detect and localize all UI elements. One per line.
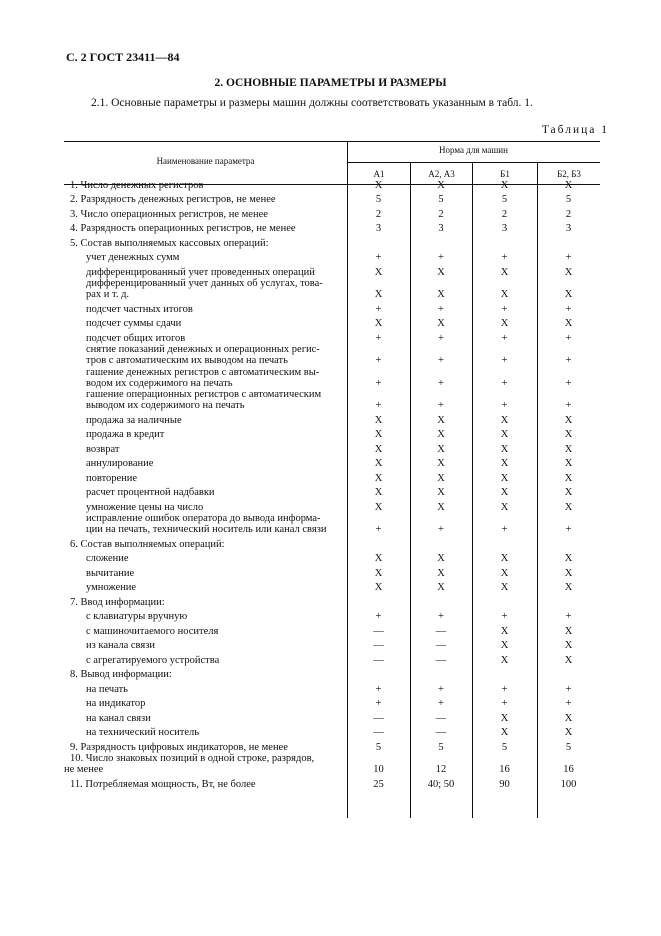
norm-value: +: [501, 400, 508, 411]
norm-value: 5: [565, 194, 572, 205]
table-row: [64, 234, 600, 249]
table-row: [64, 637, 600, 652]
norm-value: +: [565, 683, 572, 695]
norm-value: Х: [564, 289, 573, 300]
norm-value: Х: [564, 625, 573, 637]
norm-value: Х: [564, 501, 573, 513]
table-row: [64, 513, 600, 536]
norm-value: —: [435, 625, 447, 637]
norm-value: Х: [437, 458, 445, 469]
norm-value: +: [565, 303, 572, 315]
parameter-name-line: 11. Потребляемая мощность, Вт, не более: [70, 778, 256, 790]
norm-value: [347, 593, 410, 608]
norm-value: Х: [374, 289, 383, 300]
table-top-rule: [64, 141, 600, 142]
parameter-name-line: снятие показаний денежных и операционных регис-: [86, 344, 320, 355]
norm-value: +: [501, 252, 508, 263]
norm-value: [410, 535, 472, 550]
parameter-name-line: с агрегатируемого устройства: [86, 654, 220, 666]
norm-value: Х: [374, 567, 383, 579]
table-row: [64, 389, 600, 412]
parameter-name-continuation: рах и т. д.: [86, 289, 130, 300]
norm-value: +: [375, 332, 382, 344]
norm-value: +: [565, 524, 572, 535]
norm-column-header: Норма для машин: [439, 145, 508, 155]
norm-value: +: [375, 524, 382, 535]
table-row: [64, 249, 600, 264]
norm-value: Х: [374, 458, 383, 469]
norm-value: —: [373, 625, 384, 637]
column-header-a2-a3: А2, А3: [428, 169, 455, 179]
table-row: [64, 775, 600, 790]
norm-value: Х: [437, 429, 445, 440]
parameter-name: [64, 535, 347, 550]
table-caption: Таблица 1: [541, 124, 609, 136]
table-row: [64, 263, 600, 278]
parameter-name-line: на печать: [86, 683, 128, 695]
table-row: [64, 484, 600, 499]
norm-value: +: [565, 400, 572, 411]
norm-value: Х: [437, 472, 445, 484]
norm-value: Х: [500, 289, 509, 300]
norm-value: Х: [374, 472, 383, 484]
parameters-table: [64, 176, 600, 790]
norm-value: Х: [564, 318, 573, 329]
norm-value: [347, 535, 410, 550]
norm-value: Х: [374, 429, 383, 440]
norm-value: +: [375, 252, 382, 263]
norm-value: Х: [374, 266, 383, 278]
norm-value: 3: [565, 223, 572, 234]
parameter-name: [64, 579, 347, 594]
parameter-name: [64, 564, 347, 579]
norm-value: Х: [564, 582, 573, 593]
parameter-name-line: дифференцированный учет данных об услугах, това-: [86, 278, 323, 289]
table-row: [64, 315, 600, 330]
parameter-name: [64, 315, 347, 330]
norm-value: 16: [499, 764, 510, 775]
norm-value: 2: [501, 208, 508, 220]
parameter-name: [64, 366, 347, 389]
table-row: [64, 366, 600, 389]
parameter-name-line: 6. Состав выполняемых операций:: [70, 538, 225, 550]
norm-value: +: [375, 303, 382, 315]
norm-value: +: [501, 377, 508, 389]
norm-value: Х: [564, 727, 573, 738]
norm-value: Х: [374, 179, 383, 191]
table-row: [64, 622, 600, 637]
norm-value: Х: [437, 501, 445, 513]
norm-value: Х: [500, 443, 509, 455]
parameter-name: [64, 498, 347, 513]
parameter-name-line: продажа за наличные: [86, 414, 182, 426]
norm-value: Х: [564, 266, 573, 278]
norm-value: Х: [564, 553, 573, 564]
table-row: [64, 535, 600, 550]
parameter-name: [64, 249, 347, 264]
norm-value: 2: [438, 208, 444, 220]
parameter-name-line: подсчет частных итогов: [86, 303, 193, 315]
parameter-name-line: вычитание: [86, 567, 135, 579]
parameter-name-line: продажа в кредит: [86, 429, 165, 440]
norm-value: [347, 234, 410, 249]
norm-value: +: [438, 698, 444, 709]
norm-value: Х: [564, 654, 573, 666]
norm-value: [537, 234, 600, 249]
norm-value: Х: [500, 582, 509, 593]
norm-value: +: [438, 377, 444, 389]
norm-value: [472, 593, 537, 608]
norm-value: —: [435, 654, 447, 666]
norm-value: +: [438, 252, 444, 263]
norm-value: Х: [374, 553, 383, 564]
parameter-name: [64, 680, 347, 695]
table-row: [64, 666, 600, 681]
parameter-name: [64, 484, 347, 499]
parameter-name-line: подсчет общих итогов: [86, 332, 186, 344]
parameter-name-line: с клавиатуры вручную: [86, 611, 188, 622]
parameter-name: [64, 738, 347, 753]
norm-value: +: [501, 611, 508, 622]
norm-value: +: [438, 683, 444, 695]
parameter-name: [64, 220, 347, 235]
table-row: [64, 469, 600, 484]
norm-value: +: [565, 611, 572, 622]
table-row: [64, 411, 600, 426]
norm-value: —: [435, 640, 447, 651]
table-row: [64, 680, 600, 695]
column-header-b2-b3: Б2, Б3: [557, 169, 581, 179]
norm-value: Х: [564, 472, 573, 484]
norm-value: +: [501, 698, 508, 709]
parameter-name-line: 9. Разрядность цифровых индикаторов, не менее: [70, 741, 288, 753]
parameters-table-body: [64, 176, 600, 790]
norm-value: +: [565, 332, 572, 344]
norm-value: Х: [500, 458, 509, 469]
norm-value: Х: [500, 553, 509, 564]
norm-value: Х: [437, 582, 445, 593]
parameter-name-continuation: водом их содержимого на печать: [86, 377, 233, 389]
norm-value: Х: [374, 582, 383, 593]
norm-value: Х: [500, 179, 509, 191]
norm-value: +: [375, 377, 382, 389]
table-row: [64, 300, 600, 315]
column-header-a1: А1: [373, 169, 385, 179]
norm-value: Х: [437, 289, 445, 300]
norm-value: +: [501, 683, 508, 695]
parameter-name: [64, 234, 347, 249]
parameter-name-line: 8. Вывод информации:: [70, 669, 172, 680]
norm-value: 40; 50: [427, 778, 455, 790]
norm-value: [472, 234, 537, 249]
parameter-name-line: учет денежных сумм: [86, 252, 180, 263]
parameter-name-line: дифференцированный учет проведенных операций: [86, 266, 315, 278]
parameter-name: [64, 344, 347, 367]
norm-value: Х: [374, 487, 383, 498]
norm-value: +: [501, 524, 508, 535]
norm-value: Х: [500, 487, 509, 498]
norm-value: Х: [500, 654, 509, 666]
norm-value: [472, 666, 537, 681]
norm-value: 10: [373, 764, 384, 775]
norm-value: Х: [437, 553, 445, 564]
norm-value: 12: [435, 764, 447, 775]
norm-value: 5: [501, 741, 508, 753]
table-row: [64, 176, 600, 191]
norm-value: Х: [437, 443, 445, 455]
parameter-name: [64, 440, 347, 455]
intro-paragraph: 2.1. Основные параметры и размеры машин должны соответствовать указанным в табл. 1.: [91, 97, 533, 109]
norm-value: Х: [437, 266, 445, 278]
table-row: [64, 440, 600, 455]
parameter-name-line: возврат: [86, 443, 120, 455]
norm-value: Х: [437, 414, 445, 426]
table-row: [64, 709, 600, 724]
norm-value: Х: [500, 266, 509, 278]
norm-value: Х: [564, 567, 573, 579]
table-row: [64, 753, 600, 776]
norm-value: Х: [564, 640, 573, 651]
parameter-name: [64, 622, 347, 637]
norm-value: —: [373, 640, 384, 651]
norm-value: +: [501, 355, 508, 366]
parameter-name-line: умножение цены на число: [86, 501, 204, 513]
norm-value: 5: [501, 194, 508, 205]
parameter-name-line: гашение денежных регистров с автоматическим вы-: [86, 366, 320, 378]
norm-value: Х: [500, 472, 509, 484]
parameter-name-line: расчет процентной надбавки: [86, 487, 215, 498]
parameter-name-line: подсчет суммы сдачи: [86, 318, 182, 329]
norm-value: 5: [565, 741, 572, 753]
parameter-name-line: 7. Ввод информации:: [70, 596, 165, 608]
norm-value: Х: [564, 458, 573, 469]
parameter-name: [64, 709, 347, 724]
norm-value: Х: [564, 487, 573, 498]
parameter-name-line: из канала связи: [86, 640, 155, 651]
parameter-name: [64, 455, 347, 470]
table-row: [64, 426, 600, 441]
parameter-name-line: на канал связи: [86, 712, 151, 724]
norm-value: —: [373, 654, 384, 666]
norm-value: Х: [500, 727, 509, 738]
parameter-name: [64, 550, 347, 565]
norm-value: Х: [374, 414, 383, 426]
parameter-name-line: гашение операционных регистров с автоматическим: [86, 389, 322, 400]
table-row: [64, 498, 600, 513]
parameter-name: [64, 593, 347, 608]
norm-value: +: [375, 611, 382, 622]
parameter-name-line: 2. Разрядность денежных регистров, не менее: [70, 194, 276, 205]
norm-value: 16: [563, 764, 574, 775]
parameter-name: [64, 176, 347, 191]
norm-value: +: [375, 698, 382, 709]
table-row: [64, 550, 600, 565]
norm-value: 3: [375, 223, 382, 234]
norm-value: Х: [564, 443, 573, 455]
norm-value: +: [438, 400, 444, 411]
norm-value: —: [373, 712, 384, 724]
norm-value: +: [438, 332, 444, 344]
norm-value: Х: [564, 414, 573, 426]
norm-value: Х: [500, 640, 509, 651]
norm-value: +: [438, 611, 444, 622]
parameter-name-line: на технический носитель: [86, 727, 200, 738]
norm-value: [537, 535, 600, 550]
norm-value: Х: [500, 318, 509, 329]
norm-value: Х: [437, 567, 445, 579]
parameter-name: [64, 637, 347, 652]
norm-value: Х: [500, 712, 509, 724]
parameter-name-line: 5. Состав выполняемых кассовых операций:: [70, 237, 269, 249]
norm-value: Х: [564, 712, 573, 724]
parameter-name: [64, 666, 347, 681]
table-row: [64, 564, 600, 579]
column-header-b1: Б1: [500, 169, 510, 179]
parameter-name: [64, 389, 347, 412]
norm-value: 5: [375, 194, 382, 205]
parameter-name-continuation: не менее: [64, 764, 104, 775]
parameter-name: [64, 651, 347, 666]
table-row: [64, 579, 600, 594]
norm-value: —: [435, 727, 447, 738]
norm-value: —: [435, 712, 447, 724]
parameter-name: [64, 724, 347, 739]
parameter-name: [64, 329, 347, 344]
norm-value: 3: [501, 223, 508, 234]
norm-value: +: [565, 377, 572, 389]
table-row: [64, 191, 600, 206]
parameter-name: [64, 205, 347, 220]
norm-value: 2: [375, 208, 382, 220]
table-row: [64, 724, 600, 739]
norm-value: 90: [499, 778, 510, 790]
parameter-name: [64, 300, 347, 315]
parameter-name-line: сложение: [86, 553, 129, 564]
norm-value: [472, 535, 537, 550]
norm-value: Х: [500, 414, 509, 426]
parameter-name-continuation: ции на печать, технический носитель или канал связи: [86, 524, 327, 535]
norm-value: Х: [500, 429, 509, 440]
parameter-name-line: 3. Число операционных регистров, не менее: [70, 208, 268, 220]
norm-value: [537, 666, 600, 681]
table-row: [64, 608, 600, 623]
norm-value: +: [375, 355, 382, 366]
parameter-name: [64, 469, 347, 484]
parameter-name-line: 10. Число знаковых позиций в одной строке, разрядов,: [70, 753, 315, 764]
table-row: [64, 455, 600, 470]
parameter-name-line: аннулирование: [86, 458, 154, 469]
norm-value: 25: [373, 778, 384, 790]
norm-value: Х: [374, 318, 383, 329]
norm-value: [410, 593, 472, 608]
norm-value: [410, 666, 472, 681]
norm-value: [537, 593, 600, 608]
page-header: С. 2 ГОСТ 23411—84: [66, 50, 180, 64]
parameter-name-line: умножение: [86, 582, 137, 593]
table-row: [64, 220, 600, 235]
norm-value: 3: [438, 223, 444, 234]
norm-value: [347, 666, 410, 681]
norm-value: 100: [560, 778, 577, 790]
parameter-name-line: повторение: [86, 472, 138, 484]
table-row: [64, 344, 600, 367]
parameter-name-continuation: выводом их содержимого на печать: [86, 400, 245, 411]
norm-value: Х: [374, 443, 383, 455]
parameter-name-line: с машиночитаемого носителя: [86, 625, 219, 637]
parameter-name: [64, 191, 347, 206]
norm-value: Х: [500, 501, 509, 513]
norm-value: [410, 234, 472, 249]
norm-value: +: [565, 698, 572, 709]
table-row: [64, 205, 600, 220]
norm-value: +: [375, 683, 382, 695]
norm-value: Х: [500, 625, 509, 637]
table-row: [64, 738, 600, 753]
norm-value: 2: [565, 208, 572, 220]
norm-value: +: [501, 303, 508, 315]
parameter-name: [64, 608, 347, 623]
norm-value: 5: [375, 741, 382, 753]
parameter-name-line: 4. Разрядность операционных регистров, не менее: [70, 223, 296, 234]
norm-value: +: [438, 524, 444, 535]
table-row: [64, 278, 600, 301]
norm-value: Х: [437, 318, 445, 329]
norm-value: Х: [564, 429, 573, 440]
parameter-name: [64, 278, 347, 301]
norm-value: +: [565, 252, 572, 263]
norm-value: Х: [437, 179, 445, 191]
norm-value: +: [375, 400, 382, 411]
section-title: 2. ОСНОВНЫЕ ПАРАМЕТРЫ И РАЗМЕРЫ: [214, 77, 447, 89]
norm-value: Х: [437, 487, 445, 498]
norm-value: +: [501, 332, 508, 344]
parameter-name: [64, 775, 347, 790]
table-row: [64, 593, 600, 608]
parameter-name-continuation: тров с автоматическим их выводом на печать: [86, 355, 288, 366]
norm-value: —: [373, 727, 384, 738]
table-row: [64, 695, 600, 710]
parameter-name: [64, 513, 347, 536]
table-row: [64, 651, 600, 666]
table-row: [64, 329, 600, 344]
parameter-name-line: на индикатор: [86, 698, 146, 709]
norm-value: Х: [374, 501, 383, 513]
parameter-name-line: 1. Число денежных регистров: [70, 179, 204, 191]
norm-value: +: [438, 355, 444, 366]
norm-header-rule: [347, 162, 600, 163]
parameter-name: [64, 695, 347, 710]
norm-value: +: [438, 303, 444, 315]
norm-value: Х: [564, 179, 573, 191]
parameter-name: [64, 411, 347, 426]
norm-value: +: [565, 355, 572, 366]
parameter-name: [64, 753, 347, 776]
parameter-name: [64, 263, 347, 278]
norm-value: Х: [500, 567, 509, 579]
param-column-header: Наименование параметра: [156, 156, 255, 166]
norm-value: 5: [438, 194, 444, 205]
parameter-name: [64, 426, 347, 441]
norm-value: 5: [438, 741, 444, 753]
parameter-name-line: исправление ошибок оператора до вывода информа-: [86, 513, 321, 524]
